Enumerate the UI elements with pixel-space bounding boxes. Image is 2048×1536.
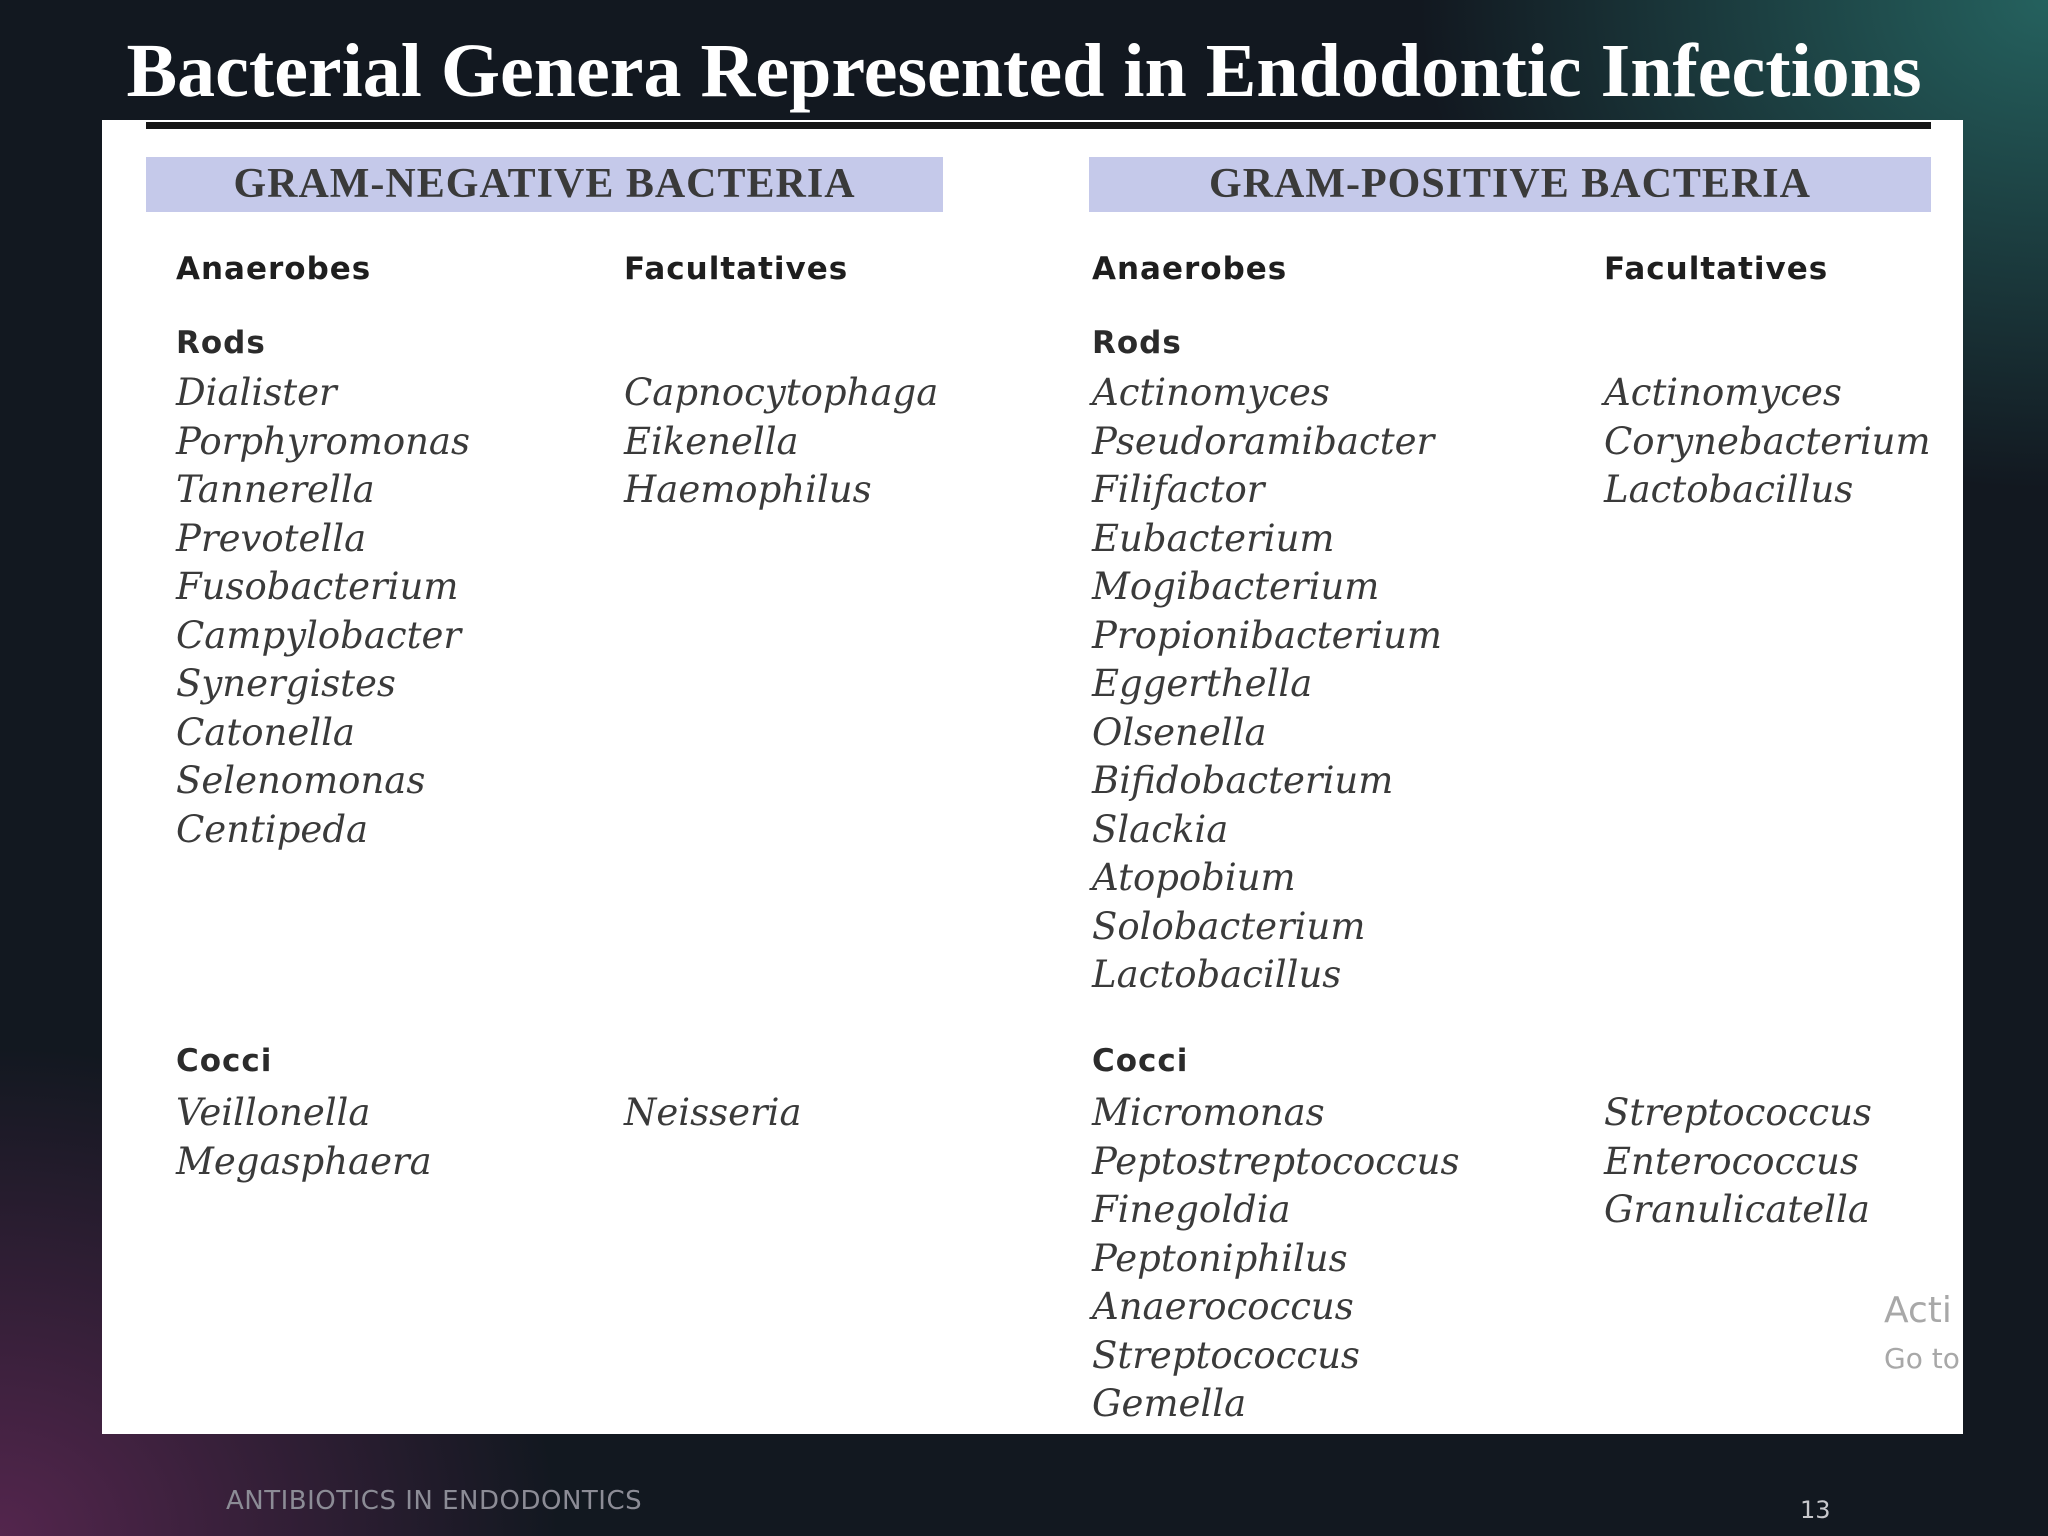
genus-item: Eggerthella [1092, 662, 1313, 705]
gram-negative-facultatives-label: Facultatives [624, 251, 849, 287]
genus-item: Megasphaera [176, 1139, 432, 1183]
gram-negative-cocci-group [176, 1039, 272, 1083]
genus-item: Streptococcus [1092, 1333, 1360, 1377]
genus-item: Streptococcus [1604, 1091, 1872, 1134]
gram-negative-cocci-label: Cocci [176, 1043, 273, 1079]
gram-positive-facultative-cocci-list [1604, 1089, 1872, 1235]
gram-negative-anaerobes-column [176, 247, 371, 291]
genus-item: Campylobacter [176, 613, 462, 657]
genus-item: Centipeda [176, 807, 369, 851]
genus-item: Finegoldia [1092, 1188, 1291, 1231]
genus-item: Granulicatella [1604, 1188, 1870, 1231]
gram-positive-anaerobic-rods-list [1092, 369, 1442, 1000]
genus-item: Enterococcus [1604, 1139, 1859, 1183]
gram-positive-facultative-rods-list [1604, 369, 1931, 515]
gram-negative-heading: GRAM-NEGATIVE BACTERIA [146, 157, 943, 212]
gram-positive-anaerobic-cocci-list [1092, 1089, 1460, 1429]
top-rule [146, 122, 1931, 129]
genus-item: Fusobacterium [176, 565, 459, 608]
genus-item: Actinomyces [1604, 371, 1842, 414]
genus-item: Peptostreptococcus [1092, 1139, 1460, 1183]
gram-negative-facultative-cocci-list [624, 1089, 802, 1138]
genus-item: Pseudoramibacter [1092, 419, 1435, 463]
genus-item: Prevotella [176, 516, 367, 560]
activation-watermark-line1: Acti [1884, 1290, 1952, 1331]
gram-negative-facultative-rods-list [624, 369, 938, 515]
genus-item: Mogibacterium [1092, 565, 1380, 608]
gram-positive-anaerobes-column [1092, 247, 1287, 291]
genus-item: Bifidobacterium [1092, 759, 1394, 802]
genus-item: Anaerococcus [1092, 1285, 1354, 1328]
slide-title: Bacterial Genera Represented in Endodontic Infections [126, 29, 1922, 113]
gram-positive-rods-label: Rods [1092, 325, 1182, 361]
genus-item: Haemophilus [624, 468, 872, 511]
slide-footer-text: ANTIBIOTICS IN ENDODONTICS [226, 1486, 643, 1516]
genus-item: Peptoniphilus [1092, 1236, 1348, 1280]
activation-watermark-line2: Go to [1884, 1342, 1960, 1375]
gram-negative-anaerobic-rods-list [176, 369, 470, 854]
genus-item: Catonella [176, 710, 355, 754]
gram-positive-cocci-label: Cocci [1092, 1043, 1189, 1079]
genus-item: Corynebacterium [1604, 419, 1931, 463]
gram-negative-rods-group [176, 321, 266, 365]
gram-positive-cocci-group [1092, 1039, 1188, 1083]
genus-item: Dialister [176, 371, 337, 414]
slide-page-number: 13 [1800, 1496, 1831, 1524]
genus-item: Neisseria [624, 1091, 802, 1134]
genus-item: Slackia [1092, 807, 1229, 851]
genus-item: Selenomonas [176, 759, 426, 802]
genus-item: Tannerella [176, 468, 375, 511]
genus-item: Synergistes [176, 662, 396, 705]
genus-item: Gemella [1092, 1382, 1247, 1425]
genus-item: Solobacterium [1092, 904, 1366, 948]
genus-item: Porphyromonas [176, 419, 470, 463]
gram-positive-facultatives-column [1604, 247, 1828, 291]
gram-positive-heading: GRAM-POSITIVE BACTERIA [1089, 157, 1931, 212]
gram-negative-anaerobes-label: Anaerobes [176, 251, 372, 287]
genus-item: Lactobacillus [1604, 468, 1854, 511]
genus-item: Olsenella [1092, 710, 1267, 754]
gram-positive-anaerobes-label: Anaerobes [1092, 251, 1288, 287]
bacteria-table-image [102, 120, 1963, 1434]
genus-item: Eikenella [624, 419, 799, 463]
gram-negative-rods-label: Rods [176, 325, 266, 361]
genus-item: Micromonas [1092, 1091, 1325, 1134]
gram-positive-rods-group [1092, 321, 1182, 365]
genus-item: Filifactor [1092, 468, 1265, 511]
gram-negative-facultatives-column [624, 247, 848, 291]
gram-negative-anaerobic-cocci-list [176, 1089, 432, 1186]
genus-item: Propionibacterium [1092, 613, 1442, 657]
genus-item: Lactobacillus [1092, 953, 1342, 996]
genus-item: Eubacterium [1092, 516, 1335, 560]
genus-item: Veillonella [176, 1091, 371, 1134]
gram-positive-facultatives-label: Facultatives [1604, 251, 1829, 287]
genus-item: Atopobium [1092, 856, 1296, 899]
genus-item: Capnocytophaga [624, 371, 939, 414]
genus-item: Actinomyces [1092, 371, 1330, 414]
